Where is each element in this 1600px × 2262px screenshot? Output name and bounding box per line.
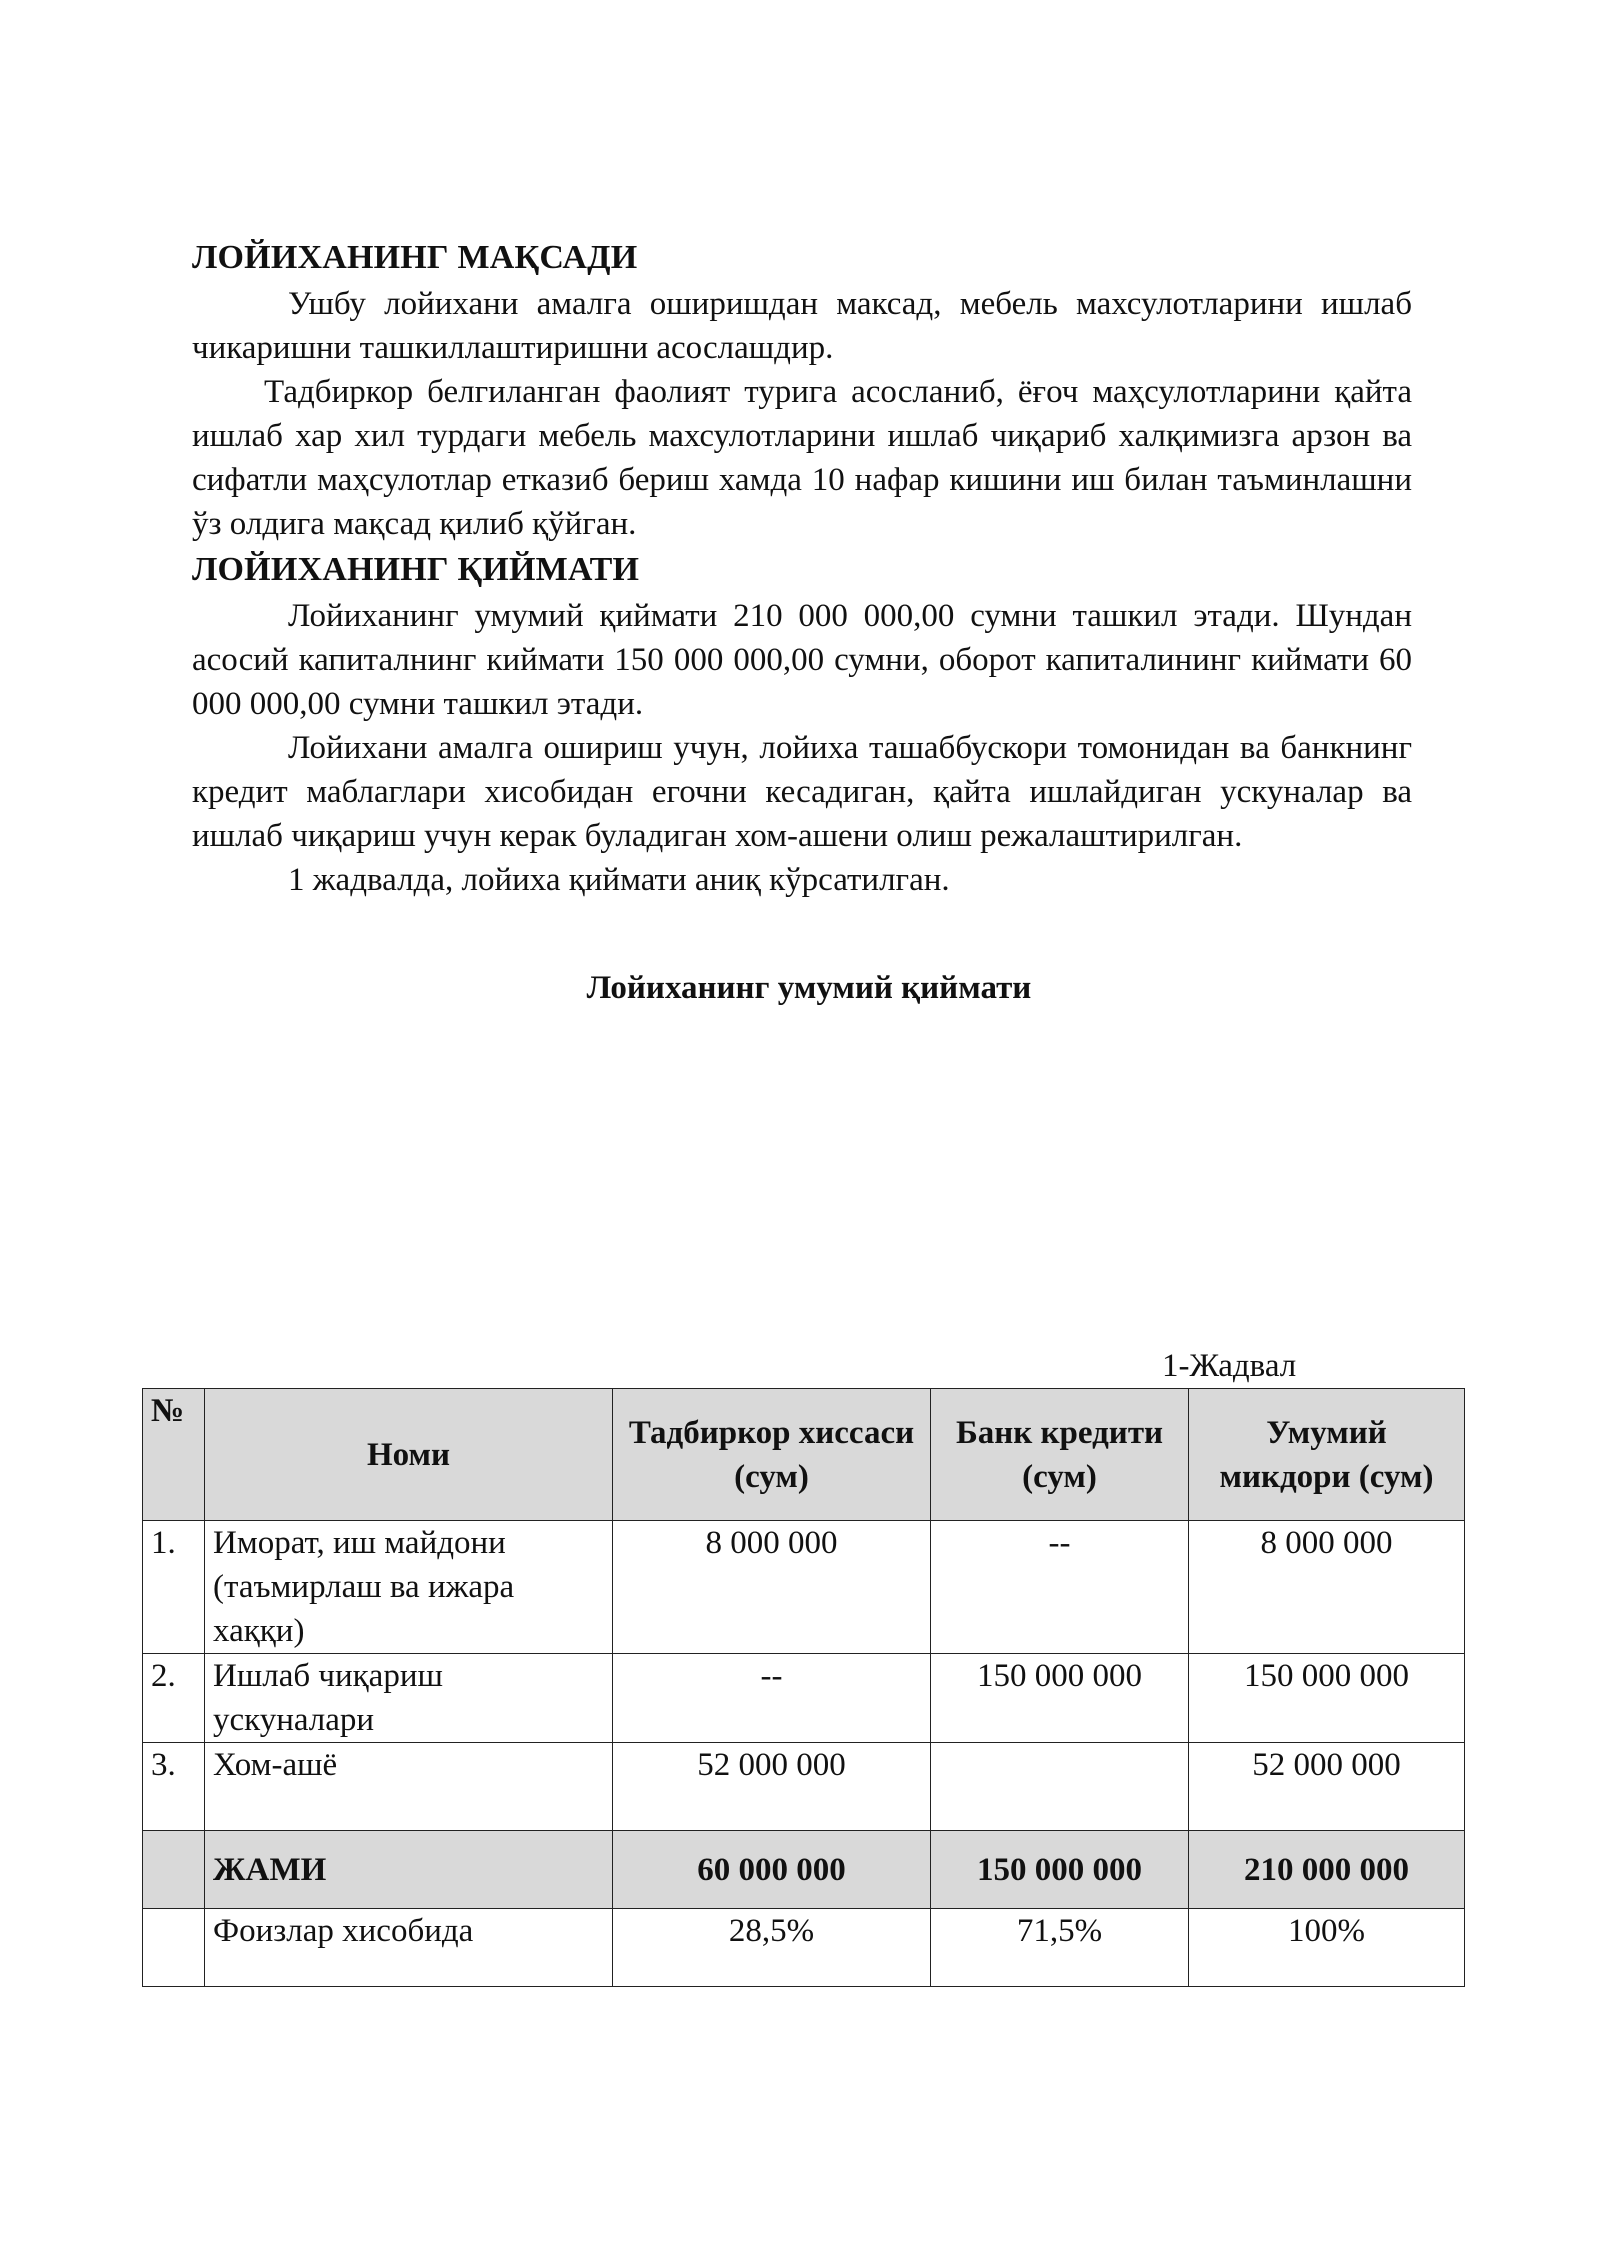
row-bank: -- xyxy=(931,1521,1189,1654)
total-amount: 210 000 000 xyxy=(1189,1831,1465,1909)
row-name: Хом-ашё xyxy=(205,1743,613,1831)
row-total: 8 000 000 xyxy=(1189,1521,1465,1654)
cost-table xyxy=(142,1388,1465,1987)
row-entrepreneur: 8 000 000 xyxy=(613,1521,931,1654)
total-label: ЖАМИ xyxy=(205,1831,613,1909)
cost-paragraph-1: Лойиханинг умумий қиймати 210 000 000,00 сумни ташкил этади. Шундан асосий капиталнинг киймати 150 000 000,00 сумни, оборот капиталининг киймати 60 000 000,00 сумни ташкил этади. xyxy=(192,598,1412,722)
table-header-row xyxy=(143,1389,1465,1521)
row-number: 1. xyxy=(143,1521,205,1654)
table-row xyxy=(143,1521,1465,1654)
row-entrepreneur: 52 000 000 xyxy=(613,1743,931,1831)
percent-bank: 71,5% xyxy=(931,1909,1189,1987)
percent-number xyxy=(143,1909,205,1987)
total-entrepreneur: 60 000 000 xyxy=(613,1831,931,1909)
table-title: Лойиханинг умумий қиймати xyxy=(586,970,1032,1006)
total-number xyxy=(143,1831,205,1909)
cost-paragraph-3: 1 жадвалда, лойиха қиймати аниқ кўрсатилган. xyxy=(288,862,950,898)
section-title-goal: ЛОЙИХАНИНГ МАҚСАДИ xyxy=(192,239,638,276)
percent-entrepreneur: 28,5% xyxy=(613,1909,931,1987)
row-bank xyxy=(931,1743,1189,1831)
table-total-row xyxy=(143,1831,1465,1909)
table-percent-row xyxy=(143,1909,1465,1987)
section-title-cost: ЛОЙИХАНИНГ ҚИЙМАТИ xyxy=(192,551,640,588)
header-name: Номи xyxy=(205,1389,613,1521)
header-entrepreneur-share: Тадбиркор хиссаси (сум) xyxy=(613,1389,931,1521)
header-bank-credit: Банк кредити (сум) xyxy=(931,1389,1189,1521)
total-bank: 150 000 000 xyxy=(931,1831,1189,1909)
percent-label: Фоизлар хисобида xyxy=(205,1909,613,1987)
goal-paragraph-1: Ушбу лойихани амалга оширишдан максад, мебель махсулотларини ишлаб чикаришни ташкиллаштиришни асослашдир. xyxy=(192,286,1412,366)
row-name: Иморат, иш майдони (таъмирлаш ва ижара хаққи) xyxy=(205,1521,613,1654)
row-total: 52 000 000 xyxy=(1189,1743,1465,1831)
table-row xyxy=(143,1654,1465,1743)
row-bank: 150 000 000 xyxy=(931,1654,1189,1743)
row-entrepreneur: -- xyxy=(613,1654,931,1743)
table-row xyxy=(143,1743,1465,1831)
row-total: 150 000 000 xyxy=(1189,1654,1465,1743)
cost-paragraph-2: Лойихани амалга ошириш учун, лойиха ташаббускори томонидан ва банкнинг кредит маблаглари хисобидан егочни кесадиган, қайта ишлайдиган ускуналар ва ишлаб чиқариш учун керак буладиган хом-ашени олиш режалаштирилган. xyxy=(192,730,1412,854)
row-number: 2. xyxy=(143,1654,205,1743)
header-total-amount: Умумий микдори (сум) xyxy=(1189,1389,1465,1521)
row-number: 3. xyxy=(143,1743,205,1831)
percent-total: 100% xyxy=(1189,1909,1465,1987)
table-label: 1-Жадвал xyxy=(1162,1348,1297,1384)
header-number: № xyxy=(143,1389,205,1521)
row-name: Ишлаб чиқариш ускуналари xyxy=(205,1654,613,1743)
document-body xyxy=(192,234,1412,1012)
goal-paragraph-2: Тадбиркор белгиланган фаолият турига асосланиб, ёғоч маҳсулотларини қайта ишлаб хар хил турдаги мебель махсулотларини ишлаб чиқариб халқимизга арзон ва сифатли маҳсулотлар етказиб бериш хамда 10 нафар кишини иш билан таъминлашни ўз олдига мақсад қилиб қўйган. xyxy=(192,374,1412,542)
